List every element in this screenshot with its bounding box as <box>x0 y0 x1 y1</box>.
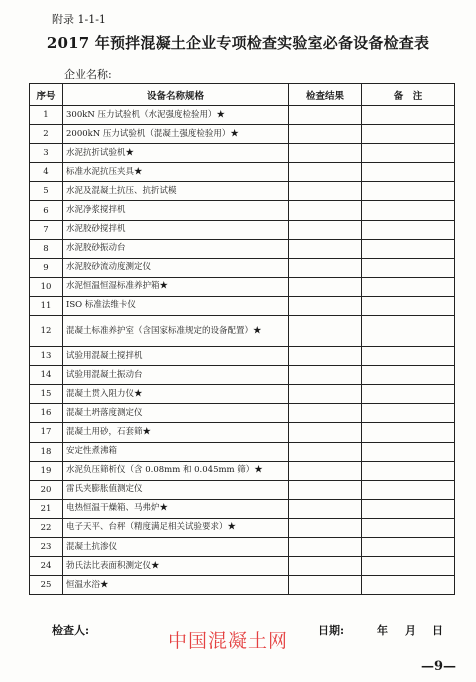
document-title: 2017 年预拌混凝土企业专项检查实验室必备设备检查表 <box>46 34 430 52</box>
remarks-cell[interactable] <box>362 423 455 442</box>
remarks-cell[interactable] <box>362 258 455 277</box>
table-row <box>30 480 455 499</box>
table-row <box>30 239 455 258</box>
row-number: 16 <box>30 404 63 423</box>
row-number: 14 <box>30 366 63 385</box>
table-row <box>30 461 455 480</box>
remarks-cell[interactable] <box>362 277 455 296</box>
table-row <box>30 347 455 366</box>
column-header-equipment: 设备名称规格 <box>63 84 289 106</box>
year-label: 年 <box>377 624 388 637</box>
check-result-cell[interactable] <box>289 144 362 163</box>
check-result-cell[interactable] <box>289 423 362 442</box>
row-number: 7 <box>30 220 63 239</box>
table-header-row <box>30 84 455 106</box>
company-name-label-text: 企业名称: <box>64 68 112 81</box>
table-row <box>30 499 455 518</box>
equipment-name: 水泥抗折试验机★ <box>63 144 289 163</box>
column-header-no: 序号 <box>30 84 63 106</box>
check-result-cell[interactable] <box>289 258 362 277</box>
day-label: 日 <box>432 624 443 637</box>
remarks-cell[interactable] <box>362 347 455 366</box>
check-result-cell[interactable] <box>289 385 362 404</box>
table-row <box>30 258 455 277</box>
remarks-cell[interactable] <box>362 499 455 518</box>
remarks-cell[interactable] <box>362 125 455 144</box>
row-number: 21 <box>30 499 63 518</box>
row-number: 19 <box>30 461 63 480</box>
check-result-cell[interactable] <box>289 480 362 499</box>
check-result-cell[interactable] <box>289 201 362 220</box>
row-number: 10 <box>30 277 63 296</box>
table-row <box>30 277 455 296</box>
equipment-name: 安定性煮沸箱 <box>63 442 289 461</box>
column-header-result: 检查结果 <box>289 84 362 106</box>
remarks-cell[interactable] <box>362 461 455 480</box>
row-number: 9 <box>30 258 63 277</box>
equipment-name: 雷氏夹膨胀值测定仪 <box>63 480 289 499</box>
table-row <box>30 106 455 125</box>
equipment-name: 电子天平、台秤（精度满足相关试验要求）★ <box>63 518 289 537</box>
row-number: 4 <box>30 163 63 182</box>
row-number: 17 <box>30 423 63 442</box>
table-row <box>30 182 455 201</box>
table-row <box>30 201 455 220</box>
remarks-cell[interactable] <box>362 201 455 220</box>
check-result-cell[interactable] <box>289 182 362 201</box>
equipment-name: 标准水泥抗压夹具★ <box>63 163 289 182</box>
equipment-name: 水泥净浆搅拌机 <box>63 201 289 220</box>
equipment-name: 混凝土坍落度测定仪 <box>63 404 289 423</box>
row-number: 1 <box>30 106 63 125</box>
company-name-label <box>64 66 112 82</box>
row-number: 24 <box>30 557 63 576</box>
watermark-text: 中国混凝土网 <box>168 630 289 652</box>
equipment-name: 混凝土用砂，石套筛★ <box>63 423 289 442</box>
equipment-name: 水泥胶砂振动台 <box>63 239 289 258</box>
equipment-name: 水泥及混凝土抗压、抗折试模 <box>63 182 289 201</box>
table-row <box>30 316 455 347</box>
table-row <box>30 423 455 442</box>
check-result-cell[interactable] <box>289 125 362 144</box>
equipment-name: 混凝土贯入阻力仪★ <box>63 385 289 404</box>
check-result-cell[interactable] <box>289 277 362 296</box>
check-result-cell[interactable] <box>289 557 362 576</box>
remarks-cell[interactable] <box>362 404 455 423</box>
table-row <box>30 442 455 461</box>
remarks-cell[interactable] <box>362 480 455 499</box>
table-row <box>30 518 455 537</box>
row-number: 6 <box>30 201 63 220</box>
check-result-cell[interactable] <box>289 220 362 239</box>
equipment-name: 勃氏法比表面积测定仪★ <box>63 557 289 576</box>
check-result-cell[interactable] <box>289 347 362 366</box>
table-row <box>30 366 455 385</box>
row-number: 2 <box>30 125 63 144</box>
table-row <box>30 220 455 239</box>
check-result-cell[interactable] <box>289 518 362 537</box>
table-row <box>30 163 455 182</box>
equipment-name: 恒温水浴★ <box>63 576 289 595</box>
check-result-cell[interactable] <box>289 296 362 315</box>
row-number: 15 <box>30 385 63 404</box>
row-number: 20 <box>30 480 63 499</box>
inspector-label: 检查人: <box>52 624 90 637</box>
row-number: 23 <box>30 537 63 556</box>
remarks-cell[interactable] <box>362 442 455 461</box>
remarks-cell[interactable] <box>362 385 455 404</box>
equipment-name: 水泥恒温恒湿标准养护箱★ <box>63 277 289 296</box>
check-result-cell[interactable] <box>289 163 362 182</box>
remarks-cell[interactable] <box>362 518 455 537</box>
remarks-cell[interactable] <box>362 220 455 239</box>
equipment-name: 水泥胶砂搅拌机 <box>63 220 289 239</box>
equipment-name: 水泥胶砂流动度测定仪 <box>63 258 289 277</box>
check-result-cell[interactable] <box>289 404 362 423</box>
remarks-cell[interactable] <box>362 163 455 182</box>
remarks-cell[interactable] <box>362 537 455 556</box>
row-number: 12 <box>30 316 63 347</box>
remarks-cell[interactable] <box>362 557 455 576</box>
equipment-name: 水泥负压筛析仪（含 0.08mm 和 0.045mm 筛）★ <box>63 461 289 480</box>
check-result-cell[interactable] <box>289 106 362 125</box>
equipment-name: 试验用混凝土振动台 <box>63 366 289 385</box>
equipment-name: ISO 标准法维卡仪 <box>63 296 289 315</box>
check-result-cell[interactable] <box>289 461 362 480</box>
table-row <box>30 537 455 556</box>
table-row <box>30 576 455 595</box>
table-row <box>30 385 455 404</box>
check-result-cell[interactable] <box>289 537 362 556</box>
remarks-cell[interactable] <box>362 144 455 163</box>
column-header-remarks: 备 注 <box>362 84 455 106</box>
check-result-cell[interactable] <box>289 316 362 347</box>
remarks-cell[interactable] <box>362 182 455 201</box>
table-row <box>30 144 455 163</box>
row-number: 3 <box>30 144 63 163</box>
row-number: 13 <box>30 347 63 366</box>
equipment-name: 2000kN 压力试验机（混凝土强度检验用）★ <box>63 125 289 144</box>
table-row <box>30 296 455 315</box>
row-number: 11 <box>30 296 63 315</box>
row-number: 5 <box>30 182 63 201</box>
page-number: —9— <box>420 659 456 674</box>
remarks-cell[interactable] <box>362 366 455 385</box>
remarks-cell[interactable] <box>362 106 455 125</box>
check-result-cell[interactable] <box>289 239 362 258</box>
row-number: 22 <box>30 518 63 537</box>
remarks-cell[interactable] <box>362 296 455 315</box>
row-number: 18 <box>30 442 63 461</box>
check-result-cell[interactable] <box>289 499 362 518</box>
check-result-cell[interactable] <box>289 366 362 385</box>
remarks-cell[interactable] <box>362 239 455 258</box>
equipment-name: 电热恒温干燥箱、马弗炉★ <box>63 499 289 518</box>
appendix-label: 附录 1-1-1 <box>52 13 106 26</box>
row-number: 8 <box>30 239 63 258</box>
equipment-name: 300kN 压力试验机（水泥强度检验用）★ <box>63 106 289 125</box>
equipment-check-table <box>29 83 455 595</box>
table-row <box>30 557 455 576</box>
equipment-name: 试验用混凝土搅拌机 <box>63 347 289 366</box>
remarks-cell[interactable] <box>362 316 455 347</box>
check-result-cell[interactable] <box>289 576 362 595</box>
equipment-name: 混凝土标准养护室（含国家标准规定的设备配置）★ <box>63 316 289 347</box>
table-row <box>30 404 455 423</box>
date-label: 日期: <box>318 624 345 637</box>
month-label: 月 <box>405 624 416 637</box>
remarks-cell[interactable] <box>362 576 455 595</box>
equipment-name: 混凝土抗渗仪 <box>63 537 289 556</box>
table-row <box>30 125 455 144</box>
check-result-cell[interactable] <box>289 442 362 461</box>
row-number: 25 <box>30 576 63 595</box>
